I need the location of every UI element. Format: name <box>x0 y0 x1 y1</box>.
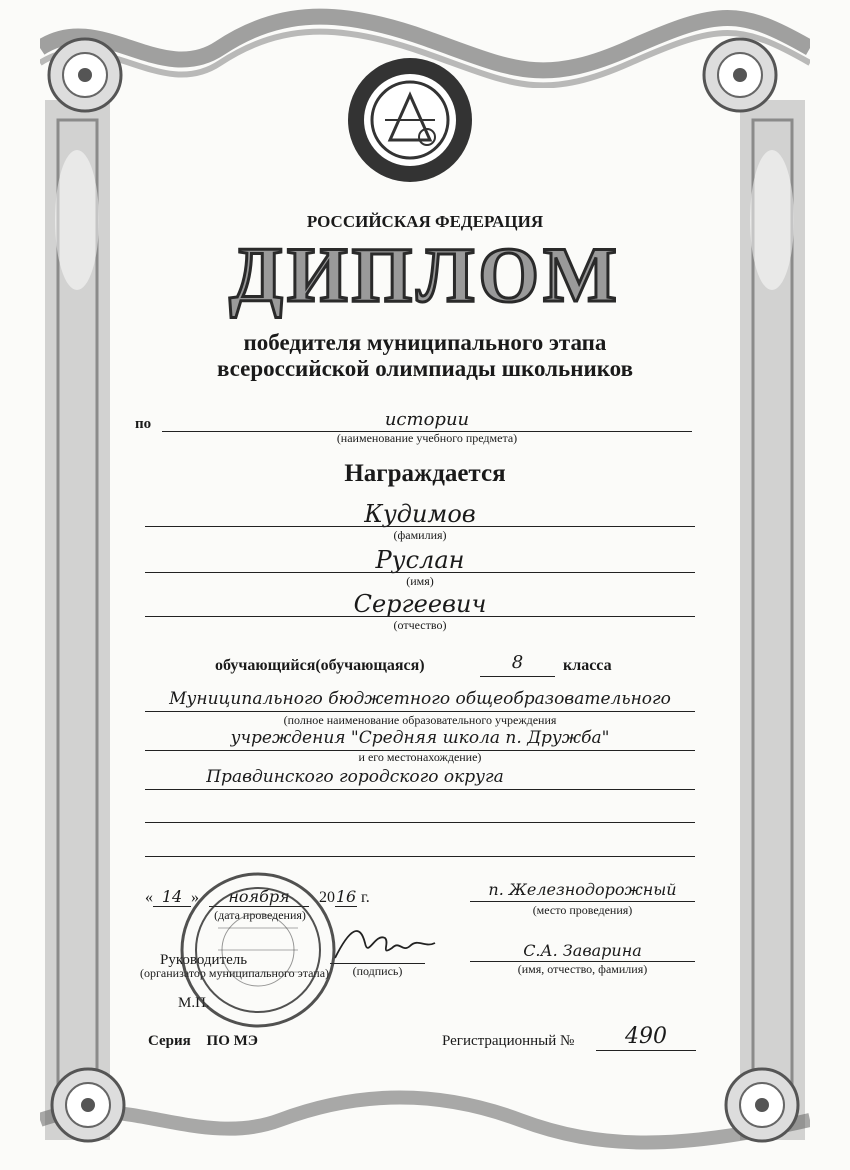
subject-caption: (наименование учебного предмета) <box>336 431 518 445</box>
subtitle-line-1: победителя муниципального этапа <box>243 330 607 355</box>
date-caption: (дата проведения) <box>214 908 306 922</box>
series-label: Серия <box>148 1033 191 1049</box>
date-year-suffix: 16 <box>335 887 357 906</box>
signature-image <box>330 918 440 968</box>
series-row <box>148 1033 258 1050</box>
bottom-ornament-border <box>40 1090 810 1150</box>
rosette-bottom-right-icon <box>722 1065 802 1145</box>
date-year-prefix: 20 <box>319 889 335 906</box>
head-label: Руководитель <box>160 952 248 968</box>
school-caption-2: и его местонахождение) <box>358 750 482 764</box>
recipient-patronymic: Сергеевич <box>353 590 487 618</box>
date-close-quote: » <box>191 889 199 906</box>
recipient-surname: Кудимов <box>364 500 476 528</box>
grade-value: 8 <box>511 652 524 673</box>
blank-line-1 <box>145 822 695 823</box>
subject-value: истории <box>384 409 470 430</box>
grade-prefix: обучающийся(обучающаяся) <box>215 657 425 674</box>
patronymic-caption: (отчество) <box>393 618 447 632</box>
official-stamp-icon <box>178 870 338 1030</box>
place-value: п. Железнодорожный <box>488 880 677 899</box>
date-day: 14 <box>153 887 191 907</box>
signature-caption: (подпись) <box>352 964 403 978</box>
subject-prefix: по <box>135 416 152 432</box>
rosette-top-left-icon <box>45 35 125 115</box>
surname-caption: (фамилия) <box>393 528 447 542</box>
school-underline-3 <box>145 789 695 790</box>
date-month: ноября <box>209 887 309 907</box>
head-name: С.А. Заварина <box>523 941 642 960</box>
blank-line-2 <box>145 856 695 857</box>
school-caption-1: (полное наименование образовательного учреждения <box>283 713 557 727</box>
school-line-1: Муниципального бюджетного общеобразовательного <box>169 689 671 709</box>
series-value: ПО МЭ <box>206 1033 258 1049</box>
name-caption: (имя) <box>406 574 434 588</box>
awarded-heading: Награждается <box>344 460 506 487</box>
grade-suffix: класса <box>563 657 612 674</box>
head-org-caption: (организатор муниципального этапа) <box>140 966 330 980</box>
rosette-top-right-icon <box>700 35 780 115</box>
name-line <box>145 572 695 573</box>
mp-label: М.П. <box>178 995 210 1011</box>
date-open-quote: « <box>145 889 153 906</box>
place-caption: (место проведения) <box>532 903 633 917</box>
registration-label: Регистрационный № <box>442 1033 575 1049</box>
subtitle-line-2: всероссийской олимпиады школьников <box>216 356 634 381</box>
diploma-title: ДИПЛОМ <box>229 231 621 318</box>
place-line <box>470 901 695 902</box>
surname-line <box>145 526 695 527</box>
olympiad-emblem-icon <box>345 55 475 185</box>
registration-value: 490 <box>625 1024 667 1049</box>
registration-line <box>596 1050 696 1051</box>
rosette-bottom-left-icon <box>48 1065 128 1145</box>
recipient-name: Руслан <box>375 546 465 574</box>
head-name-caption: (имя, отчество, фамилия) <box>517 962 648 976</box>
school-line-3: Правдинского городского округа <box>206 767 504 787</box>
patronymic-line <box>145 616 695 617</box>
date-year-unit: г. <box>361 889 370 906</box>
grade-line <box>480 676 555 677</box>
country-heading: РОССИЙСКАЯ ФЕДЕРАЦИЯ <box>306 212 544 231</box>
school-underline-1 <box>145 711 695 712</box>
school-line-2: учреждения "Средняя школа п. Дружба" <box>230 728 610 748</box>
